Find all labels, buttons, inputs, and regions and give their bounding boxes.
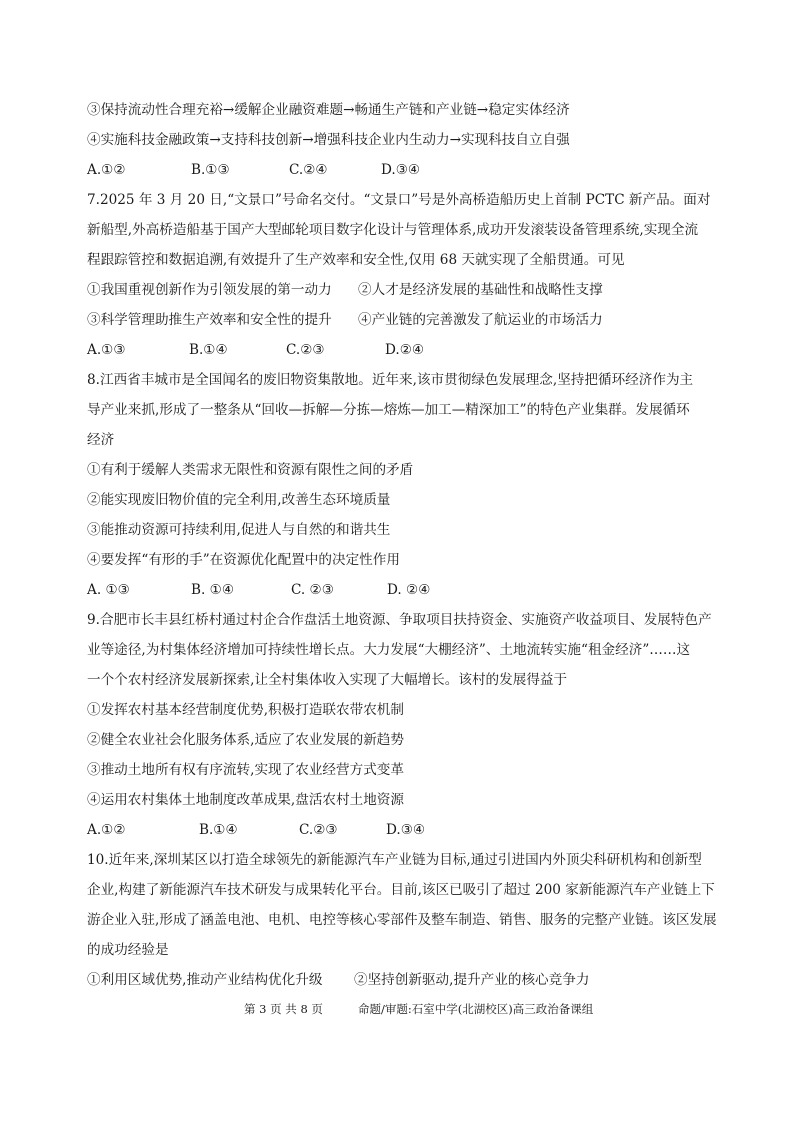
q6-option-b: B.①③ (191, 162, 230, 178)
q6-option-c: C.②④ (289, 162, 328, 178)
q8-statement-1: ①有利于缓解人类需求无限性和资源有限性之间的矛盾 (87, 462, 414, 478)
q9-option-b: B.①④ (199, 822, 238, 838)
q7-statement-3: ③科学管理助推生产效率和安全性的提升 (87, 312, 332, 328)
q8-statement-4: ④要发挥“有形的手”在资源优化配置中的决定性作用 (87, 552, 400, 568)
q9-option-a: A.①② (87, 822, 126, 838)
q7-statement-2: ②人才是经济发展的基础性和战略性支撑 (358, 282, 603, 298)
q8-stem-line-3: 经济 (87, 432, 115, 448)
q7-stem-line-1: 7.2025 年 3 月 20 日,“文景口”号命名交付。“文景口”号是外高桥造船历史上首制 PCTC 新产品。面对 (87, 192, 711, 208)
q8-stem-line-1: 8.江西省丰城市是全国闻名的废旧物资集散地。近年来,该市贯彻绿色发展理念,坚持把循环经济作为主 (87, 372, 694, 388)
q6-option-a: A.①② (87, 162, 126, 178)
q9-statement-2: ②健全农业社会化服务体系,适应了农业发展的新趋势 (87, 732, 404, 748)
q9-option-c: C.②③ (299, 822, 338, 838)
q10-stem-line-4: 的成功经验是 (87, 942, 169, 958)
q7-stem-line-2: 新船型,外高桥造船基于国产大型邮轮项目数字化设计与管理体系,成功开发滚装设备管理系统,实现全流 (87, 222, 699, 238)
q10-statement-2: ②坚持创新驱动,提升产业的核心竞争力 (354, 972, 590, 988)
q9-statement-4: ④运用农村集体土地制度改革成果,盘活农村土地资源 (87, 792, 404, 808)
q7-option-c: C.②③ (286, 342, 325, 358)
footer-author: 命题/审题:石室中学(北湖校区)高三政治备课组 (358, 1002, 594, 1016)
q9-option-d: D.③④ (386, 822, 426, 838)
q8-statement-3: ③能推动资源可持续利用,促进人与自然的和谐共生 (87, 522, 391, 538)
q8-option-b: B. ①④ (191, 582, 235, 598)
q9-stem-line-3: 一个个农村经济发展新探索,让全村集体收入实现了大幅增长。该村的发展得益于 (87, 672, 568, 688)
q7-statement-4: ④产业链的完善激发了航运业的市场活力 (358, 312, 603, 328)
q6-statement-4: ④实施科技金融政策→支持科技创新→增强科技企业内生动力→实现科技自立自强 (87, 132, 570, 148)
q9-statement-1: ①发挥农村基本经营制度优势,积极打造联农带农机制 (87, 702, 404, 718)
q8-option-a: A. ①③ (87, 582, 130, 598)
q10-statement-1: ①利用区域优势,推动产业结构优化升级 (87, 972, 323, 988)
q6-option-d: D.③④ (381, 162, 421, 178)
q8-option-d: D. ②④ (387, 582, 431, 598)
q7-option-b: B.①④ (189, 342, 228, 358)
q9-stem-line-1: 9.合肥市长丰县红桥村通过村企合作盘活土地资源、争取项目扶持资金、实施资产收益项目、发展特色产 (87, 612, 712, 628)
q10-stem-line-3: 游企业入驻,形成了涵盖电池、电机、电控等核心零部件及整车制造、销售、服务的完整产业链。该区发展 (87, 912, 717, 928)
q10-stem-line-1: 10.近年来,深圳某区以打造全球领先的新能源汽车产业链为目标,通过引进国内外顶尖科研机构和创新型 (87, 852, 702, 868)
q7-option-d: D.②④ (385, 342, 425, 358)
q10-stem-line-2: 企业,构建了新能源汽车技术研发与成果转化平台。目前,该区已吸引了超过 200 家新能源汽车产业链上下 (87, 882, 715, 898)
q8-stem-line-2: 导产业来抓,形成了一整条从“回收—拆解—分拣—熔炼—加工—精深加工”的特色产业集群。发展循环 (87, 402, 690, 418)
q8-option-c: C. ②③ (291, 582, 334, 598)
q6-statement-3: ③保持流动性合理充裕→缓解企业融资难题→畅通生产链和产业链→稳定实体经济 (87, 102, 570, 118)
q9-stem-line-2: 业等途径,为村集体经济增加可持续性增长点。大力发展“大棚经济”、土地流转实施“租金经济”……这 (87, 642, 691, 658)
q7-stem-line-3: 程跟踪管控和数据追溯,有效提升了生产效率和安全性,仅用 68 天就实现了全船贯通。可见 (87, 252, 625, 268)
q7-statement-1: ①我国重视创新作为引领发展的第一动力 (87, 282, 332, 298)
q9-statement-3: ③推动土地所有权有序流转,实现了农业经营方式变革 (87, 762, 404, 778)
q8-statement-2: ②能实现废旧物价值的完全利用,改善生态环境质量 (87, 492, 391, 508)
q7-option-a: A.①③ (87, 342, 126, 358)
footer-page-number: 第 3 页 共 8 页 (244, 1002, 323, 1016)
